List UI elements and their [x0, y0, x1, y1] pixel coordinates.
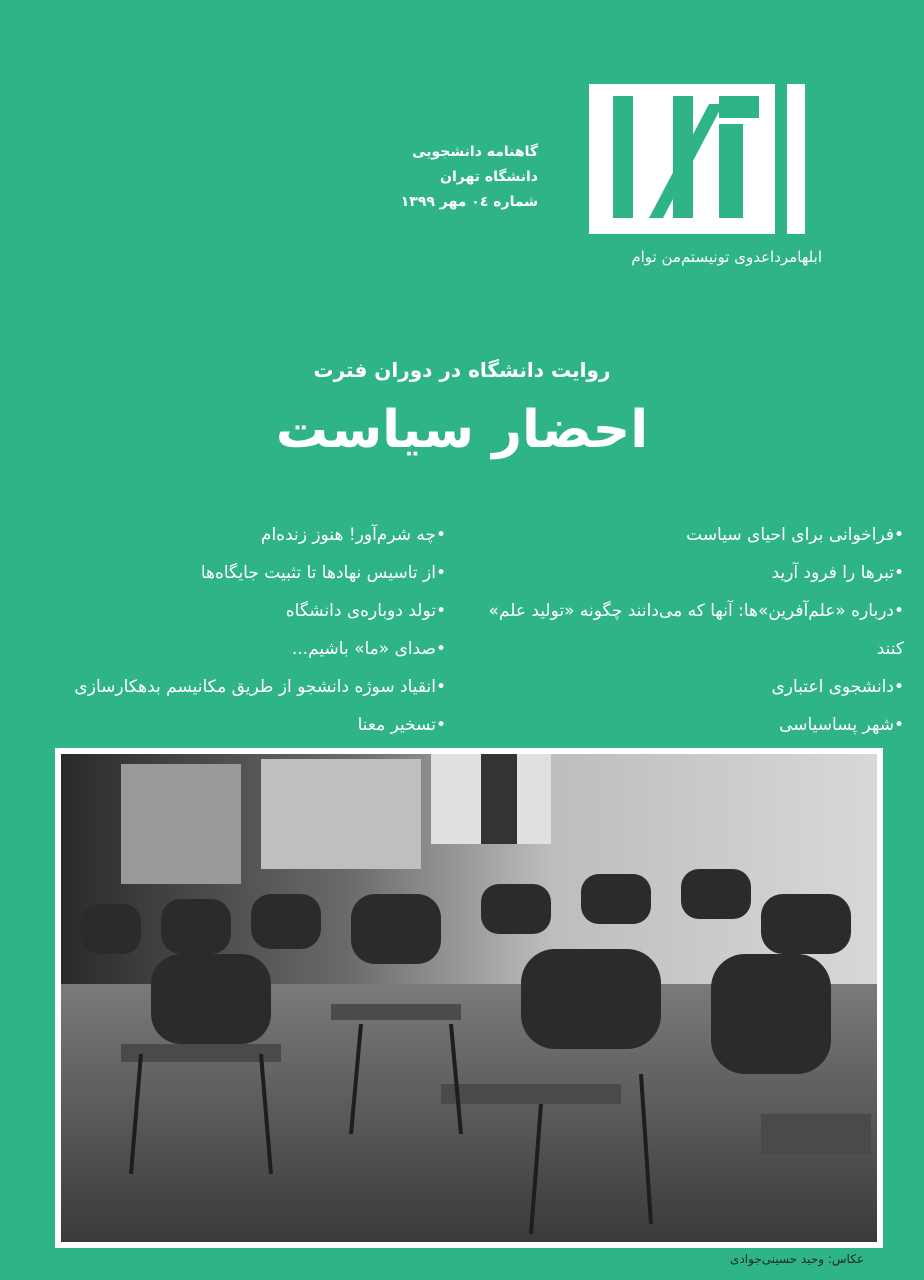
- contents-item: •از تاسیس نهادها تا تثبیت جایگاه‌ها: [200, 563, 446, 583]
- classroom-photo: [61, 754, 877, 1242]
- publication-university: دانشگاه تهران: [440, 169, 538, 185]
- contents-item: •دانشجوی اعتباری: [771, 677, 904, 697]
- contents-item: •تسخیر معنا: [357, 715, 446, 735]
- cover-headline: احضار سیاست: [275, 400, 649, 460]
- logo-tagline: ابلهامرداعدوی تونیستم‌من توام: [631, 248, 822, 266]
- magazine-logo: [589, 84, 805, 234]
- publication-info: [338, 140, 538, 215]
- logo-glyph-icon: [589, 84, 805, 234]
- contents-item: •تبرها را فرود آرید: [771, 563, 904, 583]
- publication-type: گاهنامه دانشجویی: [412, 144, 538, 160]
- contents-item: •انقیاد سوژه دانشجو از طریق مکانیسم بدهکارسازی: [74, 677, 446, 697]
- contents-item: •صدای «ما» باشیم...: [291, 639, 446, 659]
- contents-item: •چه شرم‌آور! هنوز زنده‌ام: [260, 525, 446, 545]
- photo-credit: عکاس: وحید حسینی‌جوادی: [730, 1252, 864, 1266]
- contents-item: •شهر پساسیاسی: [779, 715, 904, 735]
- cover-kicker: روایت دانشگاه در دوران فترت: [313, 358, 611, 382]
- cover-photo-frame: [55, 748, 883, 1248]
- contents-item: •درباره «علم‌آفرین»ها: آنها که می‌دانند چگونه «تولید علم» کنند: [488, 601, 904, 659]
- publication-issue: شماره ۰٤ مهر ۱۳۹۹: [400, 194, 538, 210]
- contents-right-column: [464, 516, 904, 744]
- contents-left-column: [0, 516, 446, 744]
- contents-item: •فراخوانی برای احیای سیاست: [686, 525, 904, 545]
- contents-item: •تولد دوباره‌ی دانشگاه: [285, 601, 446, 621]
